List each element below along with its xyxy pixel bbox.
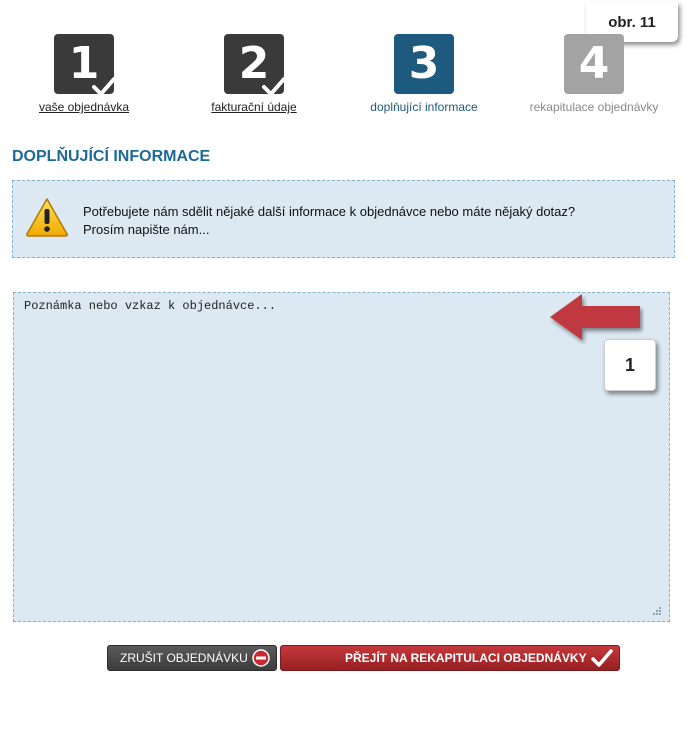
- resize-grip-icon[interactable]: [650, 604, 662, 616]
- step-1-link[interactable]: vaše objednávka: [38, 100, 130, 114]
- figure-label: obr. 11: [586, 2, 678, 42]
- step-1[interactable]: [4, 34, 164, 114]
- step-4: [514, 34, 674, 114]
- step-4-label: rekapitulace objednávky: [529, 100, 659, 114]
- checkmark-icon: [591, 649, 613, 667]
- step-3-label: doplňující informace: [370, 100, 478, 114]
- go-to-summary-button[interactable]: [280, 645, 620, 671]
- step-3: [344, 34, 504, 114]
- go-to-summary-label: PŘEJÍT NA REKAPITULACI OBJEDNÁVKY: [345, 651, 587, 665]
- info-line-2: Prosím napište nám...: [83, 222, 210, 237]
- cancel-order-button[interactable]: [107, 645, 277, 671]
- step-4-number: 4: [564, 34, 624, 94]
- info-line-1: Potřebujete nám sdělit nějaké další informace k objednávce nebo máte nějaký dotaz?: [83, 204, 576, 219]
- step-2[interactable]: [174, 34, 334, 114]
- section-title: DOPLŇUJÍCÍ INFORMACE: [12, 148, 211, 165]
- arrow-left-icon: [548, 290, 644, 344]
- step-2-link[interactable]: fakturační údaje: [211, 100, 297, 114]
- checkmark-icon: [92, 76, 116, 96]
- step-3-number: 3: [394, 34, 454, 94]
- info-panel: [12, 180, 675, 258]
- minus-circle-icon: [252, 649, 270, 667]
- info-text: [83, 203, 575, 239]
- warning-triangle-icon: [25, 197, 69, 237]
- callout-number: 1: [604, 339, 656, 391]
- step-1-number: 1: [54, 34, 114, 94]
- cancel-order-label: ZRUŠIT OBJEDNÁVKU: [120, 651, 248, 665]
- step-2-number: 2: [224, 34, 284, 94]
- checkmark-icon: [262, 76, 286, 96]
